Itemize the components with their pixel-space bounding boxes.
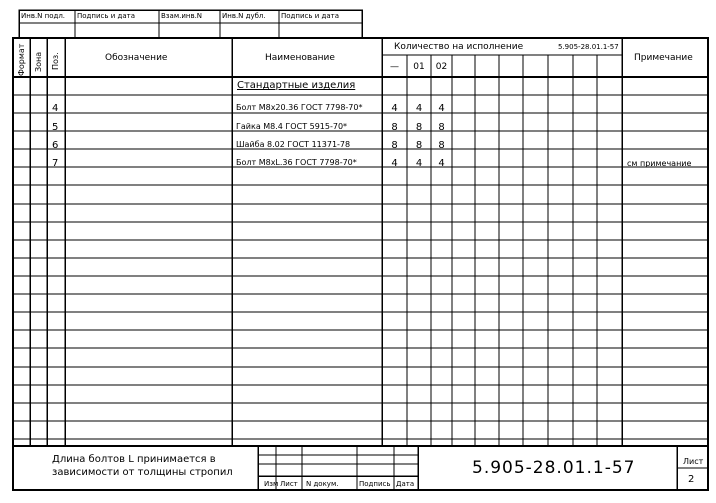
header-variant-base: — — [390, 62, 399, 72]
sheet-label: Лист — [683, 457, 704, 466]
title-label-date: Дата — [396, 480, 415, 488]
row-qty-base: 8 — [391, 122, 398, 133]
row-name: Болт М8х20.36 ГОСТ 7798-70* — [236, 103, 363, 112]
row-pos: 7 — [52, 158, 59, 169]
row-pos: 6 — [52, 140, 59, 151]
row-qty-01: 4 — [415, 158, 423, 169]
row-pos: 5 — [52, 122, 59, 133]
row-name: Шайба 8.02 ГОСТ 11371-78 — [236, 140, 351, 149]
header-format: Формат — [17, 43, 26, 76]
row-qty-01: 8 — [415, 122, 423, 133]
header-variant-02: 02 — [435, 62, 448, 72]
header-notes: Примечание — [634, 53, 693, 63]
header-zone: Зона — [34, 51, 43, 72]
row-name: Гайка М8.4 ГОСТ 5915-70* — [236, 122, 348, 131]
footer-note-line-2: зависимости от толщины стропил — [52, 467, 233, 478]
row-qty-base: 4 — [391, 158, 398, 169]
title-label-signature: Подпись — [359, 480, 391, 488]
sheet-number: 2 — [688, 474, 695, 485]
row-qty-base: 8 — [391, 140, 398, 151]
stamp-signature-date-1: Подпись и дата — [77, 12, 135, 20]
row-qty-01: 8 — [415, 140, 423, 151]
row-qty-01: 4 — [415, 103, 423, 114]
section-title: Стандартные изделия — [237, 80, 356, 91]
title-label-sheet: Лист — [280, 480, 298, 488]
header-quantity: Количество на исполнение — [394, 42, 524, 52]
footer-note-line-1: Длина болтов L принимается в — [52, 454, 216, 465]
title-label-doc-no: N докум. — [306, 480, 339, 488]
title-label-change: Изм — [264, 480, 279, 488]
header-position: Поз. — [51, 52, 60, 70]
stamp-inv-duplicate: Инв.N дубл. — [222, 12, 266, 20]
stamp-signature-date-2: Подпись и дата — [281, 12, 339, 20]
header-doc-ref: 5.905-28.01.1-57 — [558, 43, 619, 51]
stamp-replace-inv: Взам.инв.N — [161, 12, 203, 20]
row-pos: 4 — [52, 103, 59, 114]
row-qty-02: 4 — [438, 158, 445, 169]
row-name: Болт М8хL.36 ГОСТ 7798-70* — [236, 158, 357, 167]
row-qty-02: 8 — [438, 122, 445, 133]
row-qty-02: 4 — [438, 103, 445, 114]
row-qty-02: 8 — [438, 140, 445, 151]
header-name: Наименование — [265, 53, 335, 63]
stamp-inv-original: Инв.N подл. — [21, 12, 66, 20]
document-number: 5.905-28.01.1-57 — [472, 458, 636, 478]
header-variant-01: 01 — [413, 62, 425, 72]
row-note: см примечание — [627, 159, 692, 168]
row-qty-base: 4 — [391, 103, 398, 114]
header-designation: Обозначение — [105, 53, 168, 63]
